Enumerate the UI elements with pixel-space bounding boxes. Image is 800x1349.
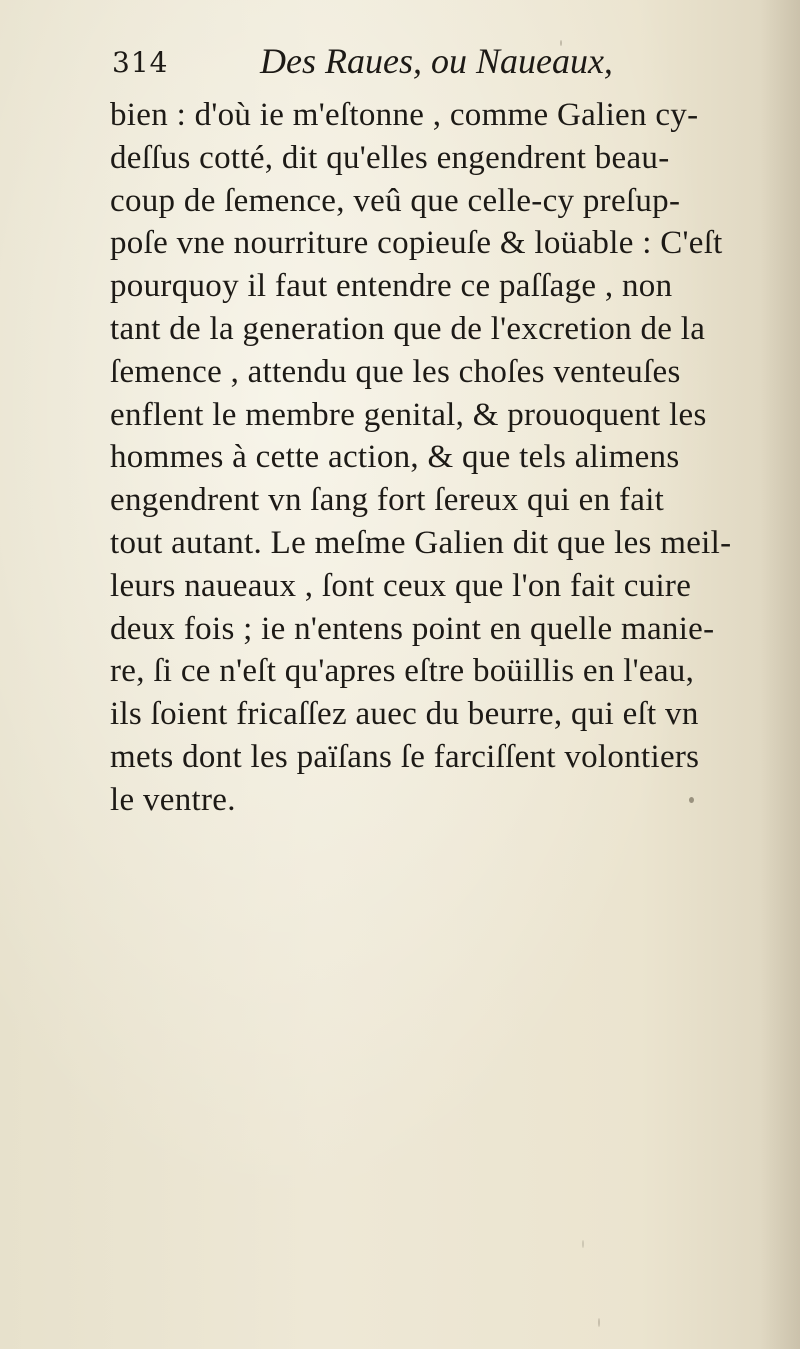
text-line: bien : d'où ie m'eſtonne , comme Galien cy- bbox=[110, 97, 699, 133]
text-line: le ventre. bbox=[110, 781, 236, 818]
running-title: Des Raues, ou Naueaux, bbox=[260, 41, 613, 81]
text-line: engendrent vn ſang fort ſereux qui en fait bbox=[110, 482, 665, 519]
text-line: tant de la generation que de l'excretion de la bbox=[110, 310, 706, 347]
text-line: enflent le membre genital, & prouoquent les bbox=[110, 396, 707, 433]
body-text bbox=[110, 94, 800, 822]
text-line: pourquoy il faut entendre ce paſſage , non bbox=[110, 268, 673, 305]
paper-speck bbox=[582, 1240, 584, 1248]
text-line: leurs naueaux , ſont ceux que l'on fait cuire bbox=[110, 567, 692, 604]
text-line: ils ſoient fricaſſez auec du beurre, qui eſt vn bbox=[110, 696, 699, 733]
text-line: re, ſi ce n'eſt qu'apres eſtre boüillis en l'eau, bbox=[110, 653, 695, 690]
text-line: tout autant. Le meſme Galien dit que les meil- bbox=[110, 524, 732, 561]
text-line: deſſus cotté, dit qu'elles engendrent beau- bbox=[110, 139, 670, 176]
paper-speck bbox=[598, 1318, 600, 1327]
paper-speck bbox=[560, 40, 562, 46]
text-line: poſe vne nourriture copieuſe & loüable : C'eſt bbox=[110, 225, 723, 262]
paper-speck bbox=[689, 797, 694, 803]
text-line: mets dont les païſans ſe farciſſent volontiers bbox=[110, 738, 700, 775]
text-line: hommes à cette action, & que tels alimens bbox=[110, 439, 680, 476]
text-line: deux fois ; ie n'entens point en quelle manie- bbox=[110, 610, 715, 647]
page-number: 314 bbox=[112, 46, 169, 79]
text-line: ſemence , attendu que les choſes venteuſes bbox=[110, 353, 681, 390]
text-line: coup de ſemence, veû que celle-cy preſup- bbox=[110, 182, 681, 219]
page-header bbox=[112, 40, 712, 92]
